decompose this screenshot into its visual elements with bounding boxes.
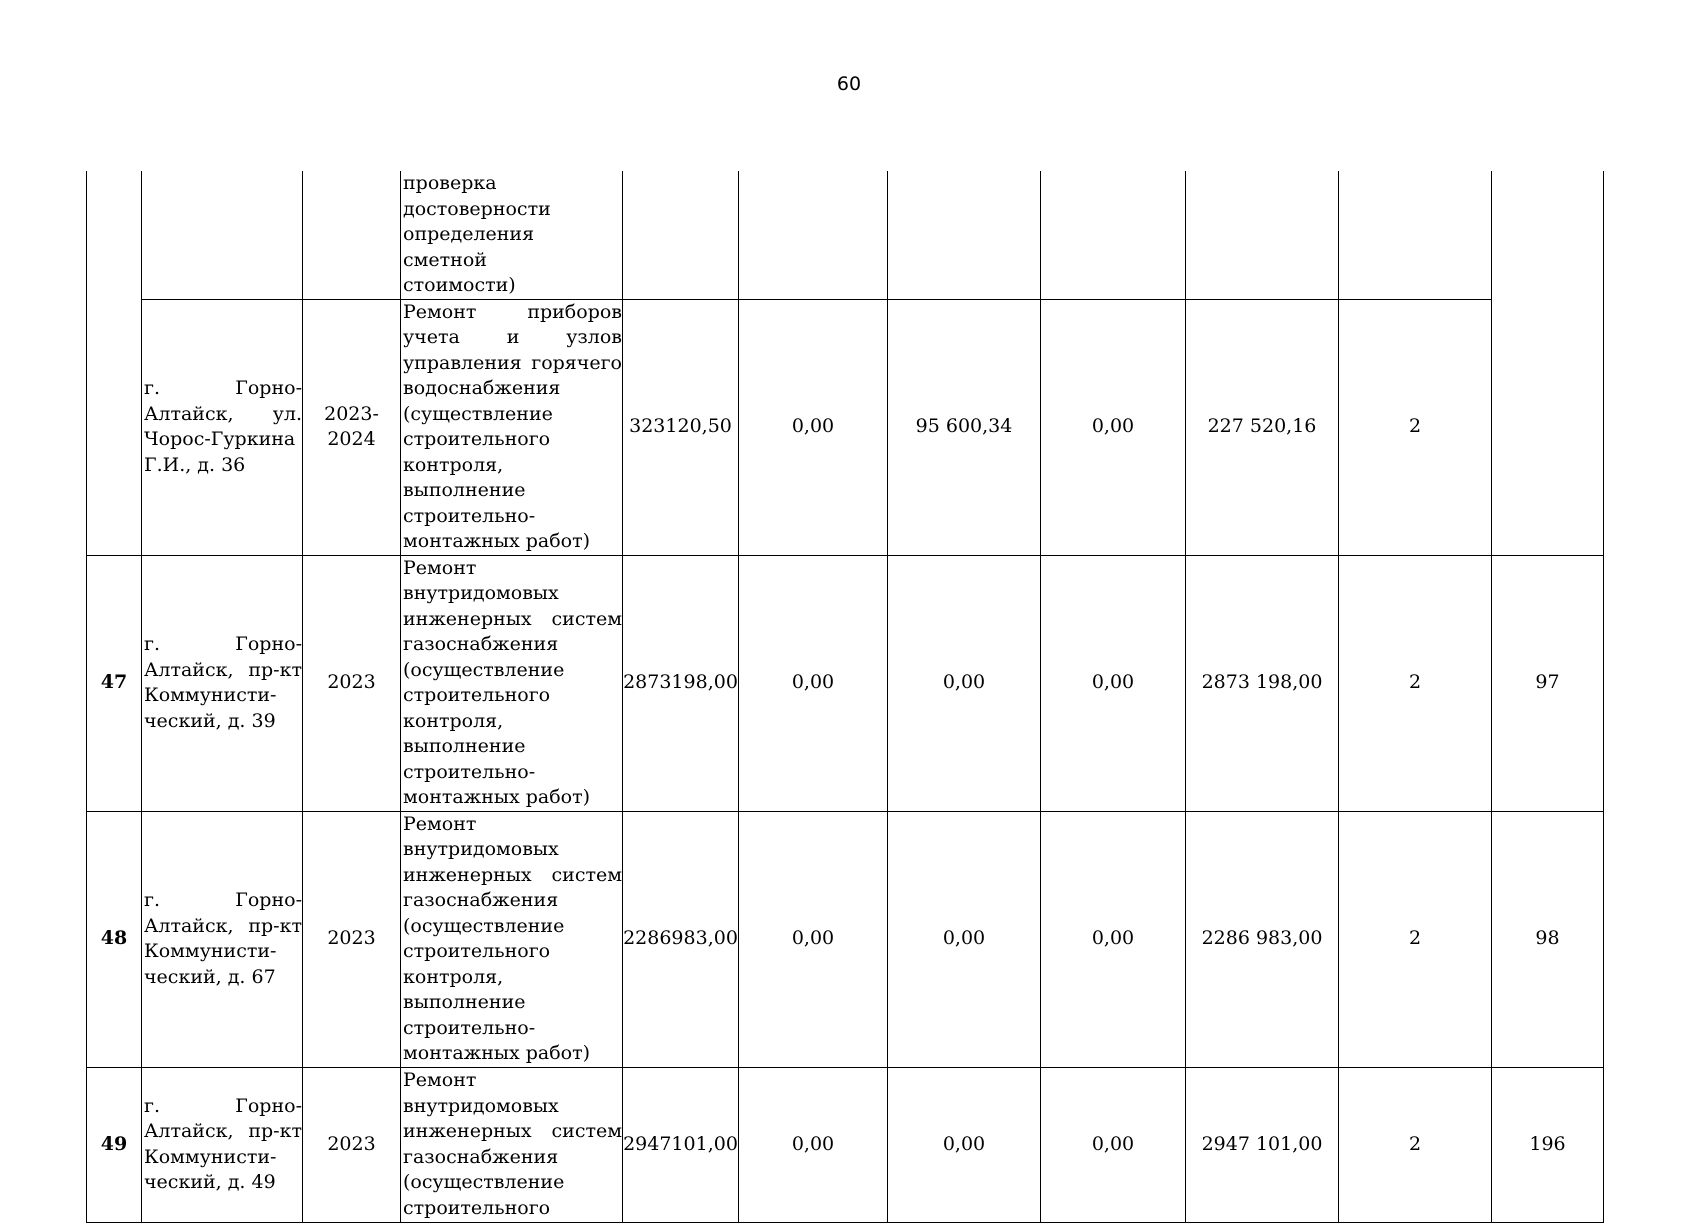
- work-line: Ремонт: [403, 1069, 477, 1091]
- work-line: строительно-: [403, 504, 536, 527]
- row-number-cell: [87, 171, 142, 555]
- work-line: инженерных систем: [403, 607, 622, 630]
- work-line: проверка: [403, 172, 497, 194]
- years-cell: [303, 299, 401, 555]
- extra-cell: 196: [1492, 1067, 1604, 1222]
- table-row: [87, 299, 1604, 555]
- total-cost-cell: 2873198,00: [623, 555, 739, 811]
- local-budget-cell: 0,00: [1041, 299, 1186, 555]
- work-line: Ремонт приборов: [403, 300, 622, 323]
- method-cell: 2: [1339, 811, 1492, 1067]
- local-budget-cell: 0,00: [1041, 811, 1186, 1067]
- years-line: 2023: [327, 671, 376, 694]
- work-line: (осуществление: [403, 658, 565, 681]
- work-description-cell: [401, 171, 623, 299]
- table-row: [87, 171, 1604, 299]
- address-line: Коммунисти-: [144, 940, 277, 962]
- address-line: Г.И., д. 36: [144, 453, 246, 476]
- fund-cell: [739, 171, 888, 299]
- local-budget-cell: 0,00: [1041, 555, 1186, 811]
- work-line: (осуществление: [403, 1171, 565, 1193]
- method-cell: [1339, 171, 1492, 299]
- total-cost-cell: [623, 171, 739, 299]
- address-cell: [142, 171, 303, 299]
- local-budget-cell: 0,00: [1041, 1067, 1186, 1222]
- work-line: контроля, выполнение: [403, 709, 526, 757]
- address-line: Алтайск, пр-кт: [144, 658, 302, 681]
- years-line: 2023: [327, 1132, 376, 1155]
- fund-cell: 0,00: [739, 811, 888, 1067]
- owners-funds-cell: 2947 101,00: [1186, 1067, 1339, 1222]
- budget-cell: 0,00: [888, 811, 1041, 1067]
- total-cost-cell: 2947101,00: [623, 1067, 739, 1222]
- work-line: учета и узлов: [403, 326, 622, 348]
- work-line: монтажных работ): [403, 530, 591, 552]
- address-cell: [142, 555, 303, 811]
- years-line: 2023: [327, 927, 376, 950]
- address-line: Коммунисти-: [144, 1145, 277, 1168]
- address-line: ческий, д. 39: [144, 709, 276, 732]
- budget-cell: 95 600,34: [888, 299, 1041, 555]
- work-line: монтажных работ): [403, 786, 591, 808]
- work-line: строительного: [403, 940, 551, 962]
- extra-cell: 98: [1492, 811, 1604, 1067]
- work-description-cell: [401, 299, 623, 555]
- extra-cell: [1492, 171, 1604, 555]
- work-line: внутридомовых: [403, 838, 559, 860]
- work-line: достоверности: [403, 197, 551, 220]
- address-line: г. Горно-: [144, 889, 302, 911]
- method-cell: 2: [1339, 1067, 1492, 1222]
- years-line: 2023-: [324, 402, 379, 425]
- work-line: газоснабжения: [403, 889, 559, 911]
- work-line: внутридомовых: [403, 582, 559, 604]
- owners-funds-cell: 2873 198,00: [1186, 555, 1339, 811]
- address-line: Алтайск, пр-кт: [144, 914, 302, 937]
- years-line: 2024: [327, 428, 376, 450]
- fund-cell: 0,00: [739, 299, 888, 555]
- years-cell: [303, 555, 401, 811]
- work-line: (осуществление: [403, 914, 565, 937]
- extra-cell: 97: [1492, 555, 1604, 811]
- row-number-cell: 48: [87, 811, 142, 1067]
- work-line: внутридомовых: [403, 1094, 559, 1117]
- address-line: г. Горно-: [144, 1094, 302, 1117]
- address-line: Алтайск, пр-кт: [144, 1120, 302, 1142]
- work-line: контроля, выполнение: [403, 965, 526, 1013]
- work-line: контроля, выполнение: [403, 453, 526, 501]
- work-line: строительно-: [403, 1016, 536, 1039]
- address-line: г. Горно-: [144, 633, 302, 655]
- work-description-cell: [401, 555, 623, 811]
- table-row: [87, 555, 1604, 811]
- work-line: инженерных систем: [403, 1120, 622, 1142]
- work-line: стоимости): [403, 274, 516, 296]
- work-line: Ремонт: [403, 812, 477, 835]
- work-line: Ремонт: [403, 556, 477, 579]
- work-line: газоснабжения: [403, 1145, 559, 1168]
- work-line: строительно-: [403, 760, 536, 783]
- budget-cell: [888, 171, 1041, 299]
- budget-cell: 0,00: [888, 1067, 1041, 1222]
- method-cell: 2: [1339, 299, 1492, 555]
- years-cell: [303, 1067, 401, 1222]
- local-budget-cell: [1041, 171, 1186, 299]
- address-line: ческий, д. 49: [144, 1171, 276, 1193]
- owners-funds-cell: 2286 983,00: [1186, 811, 1339, 1067]
- work-line: строительного: [403, 1196, 551, 1219]
- work-line: строительного: [403, 428, 551, 450]
- estimate-table: [86, 171, 1604, 1223]
- row-number-cell: 49: [87, 1067, 142, 1222]
- address-line: Чорос-Гуркина: [144, 428, 296, 450]
- address-line: г. Горно-: [144, 377, 302, 399]
- address-cell: [142, 811, 303, 1067]
- method-cell: 2: [1339, 555, 1492, 811]
- page-number: 60: [836, 73, 862, 95]
- work-description-cell: [401, 811, 623, 1067]
- work-line: газоснабжения: [403, 633, 559, 655]
- work-line: строительного: [403, 684, 551, 706]
- budget-cell: 0,00: [888, 555, 1041, 811]
- row-number-cell: 47: [87, 555, 142, 811]
- total-cost-cell: 2286983,00: [623, 811, 739, 1067]
- address-line: Коммунисти-: [144, 684, 277, 706]
- years-cell: [303, 811, 401, 1067]
- address-line: Алтайск, ул.: [144, 402, 302, 425]
- owners-funds-cell: [1186, 171, 1339, 299]
- fund-cell: 0,00: [739, 555, 888, 811]
- table-row: [87, 811, 1604, 1067]
- years-cell: [303, 171, 401, 299]
- work-line: инженерных систем: [403, 863, 622, 886]
- total-cost-cell: 323120,50: [623, 299, 739, 555]
- fund-cell: 0,00: [739, 1067, 888, 1222]
- work-line: водоснабжения: [403, 377, 561, 399]
- table-row: [87, 1067, 1604, 1222]
- work-line: (существление: [403, 402, 553, 425]
- work-line: управления горячего: [403, 351, 622, 374]
- address-cell: [142, 299, 303, 555]
- work-line: монтажных работ): [403, 1042, 591, 1064]
- work-description-cell: [401, 1067, 623, 1222]
- address-line: ческий, д. 67: [144, 965, 276, 988]
- owners-funds-cell: 227 520,16: [1186, 299, 1339, 555]
- address-cell: [142, 1067, 303, 1222]
- work-line: определения сметной: [403, 223, 535, 271]
